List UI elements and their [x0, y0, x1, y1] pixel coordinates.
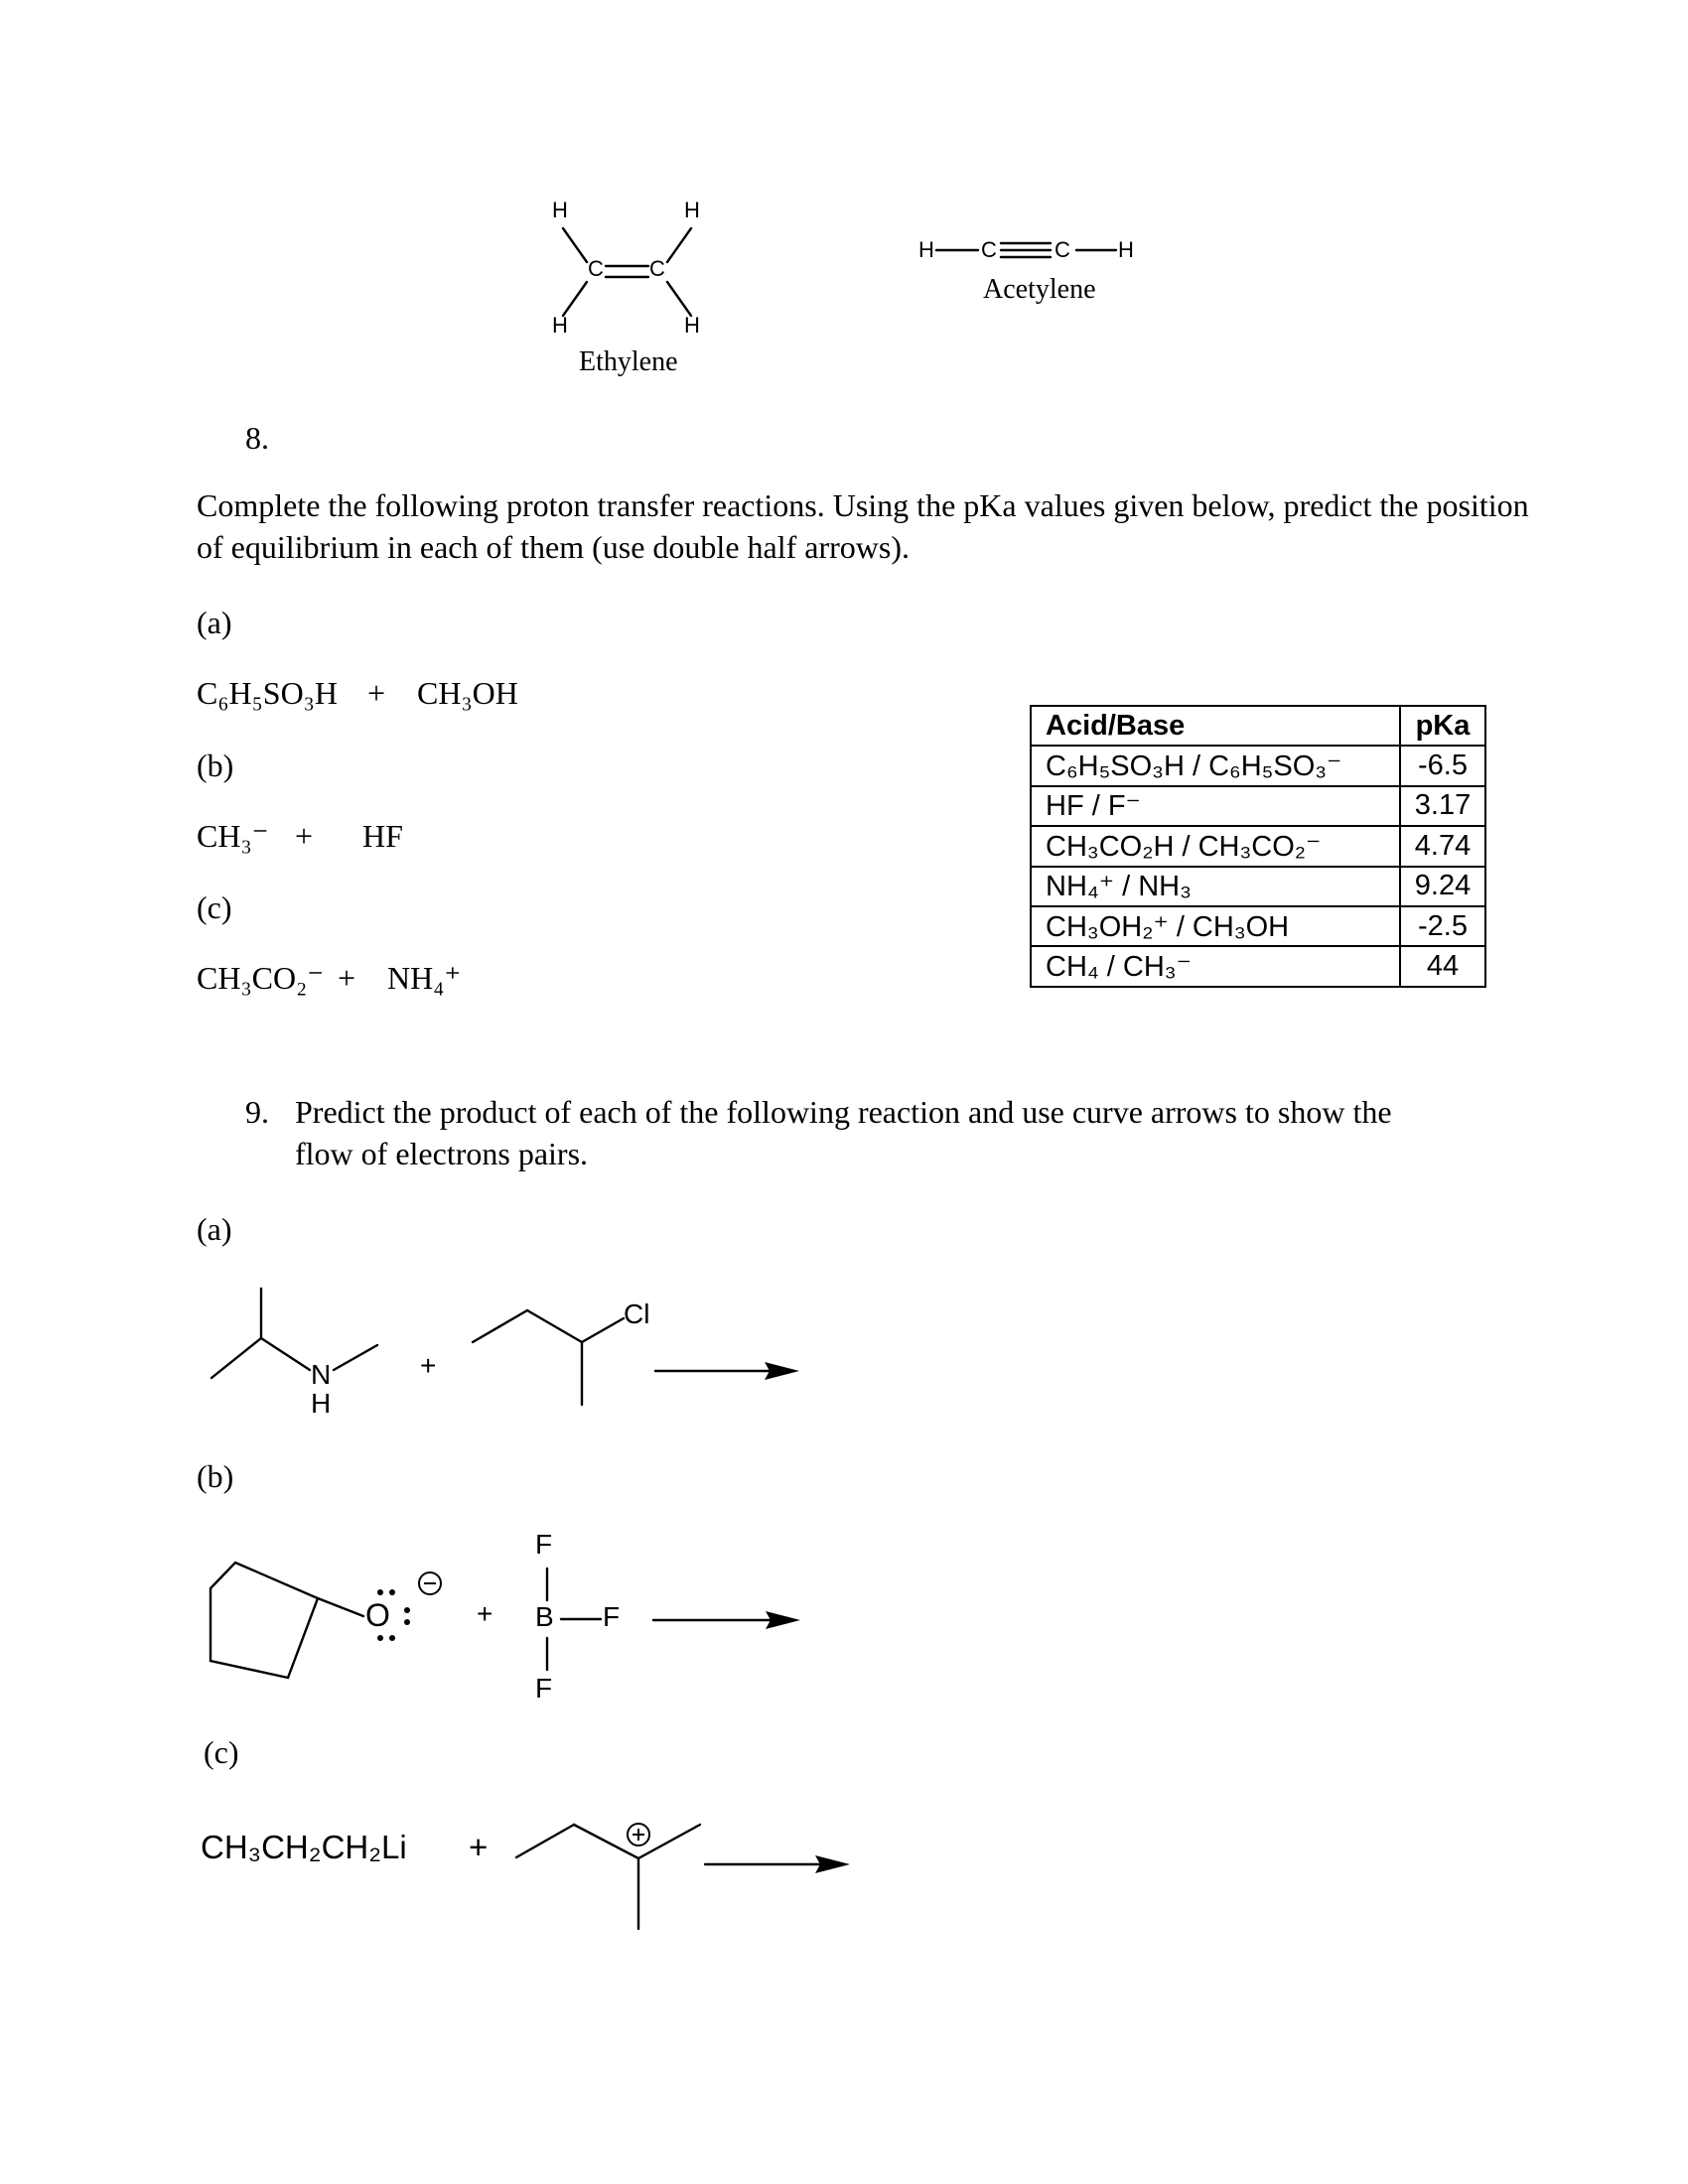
q9a-plus: +: [420, 1350, 437, 1381]
q9-instruction: Predict the product of each of the following reaction and use curve arrows to show the flow of electrons pairs.: [295, 1094, 1392, 1171]
q9b-atom-o: O: [365, 1597, 390, 1633]
q8a-plus: +: [367, 675, 386, 711]
q8a-reactant1: C₆H₅SO₃H: [197, 675, 338, 711]
pka-header-acid-base: Acid/Base: [1031, 706, 1400, 746]
q8a-reactant2: CH₃OH: [417, 675, 518, 711]
pka-table-row: [1031, 946, 1485, 986]
ethylene-caption: Ethylene: [579, 346, 678, 377]
ethylene-h-bottom-left: H: [552, 313, 568, 338]
q9b-label: (b): [197, 1458, 234, 1494]
pka-pair: C₆H₅SO₃H / C₆H₅SO₃⁻: [1031, 746, 1400, 785]
q9c-label: (c): [204, 1734, 239, 1770]
q8b-plus: +: [295, 818, 314, 854]
pka-pair: CH₄ / CH₃⁻: [1031, 946, 1400, 986]
q8c-reactant1: CH₃CO₂⁻: [197, 960, 325, 996]
pka-table-row: [1031, 826, 1485, 866]
q9b-atom-b: B: [535, 1601, 554, 1632]
pka-table: [1030, 705, 1486, 988]
pka-value: 3.17: [1400, 786, 1485, 826]
q9-number: 9.: [245, 1094, 269, 1130]
q8c-reactant2: NH₄⁺: [387, 960, 462, 996]
acetylene-caption: Acetylene: [983, 274, 1096, 305]
pka-value: 44: [1400, 946, 1485, 986]
pka-header-pka: pKa: [1400, 706, 1485, 746]
acetylene-h-right: H: [1118, 237, 1134, 262]
q9a-structures: [211, 1289, 799, 1405]
q8-number: 8.: [245, 420, 269, 456]
q8a-label: (a): [197, 605, 232, 640]
ethylene-h-bottom-right: H: [684, 313, 700, 338]
q9b-structures: [211, 1563, 800, 1678]
pka-table-row: [1031, 786, 1485, 826]
pka-pair: CH₃CO₂H / CH₃CO₂⁻: [1031, 826, 1400, 866]
q9b-atom-f-right: F: [603, 1601, 621, 1632]
q9a-atom-cl: Cl: [624, 1298, 650, 1329]
pka-value: -6.5: [1400, 746, 1485, 785]
acetylene-structure: [936, 243, 1116, 257]
pka-table-row: [1031, 746, 1485, 785]
pka-pair: NH₄⁺ / NH₃: [1031, 867, 1400, 906]
q8-instruction: Complete the following proton transfer reactions. Using the pKa values given below, predict the position of equilibrium in each of them (use double half arrows).: [197, 487, 1529, 565]
acetylene-h-left: H: [918, 237, 934, 262]
q9b-atom-f-bottom: F: [535, 1673, 553, 1704]
q9a-atom-h: H: [311, 1388, 332, 1419]
pka-value: -2.5: [1400, 906, 1485, 946]
q9a-atom-n: N: [311, 1359, 332, 1390]
acetylene-c-left: C: [981, 237, 997, 262]
q8b-label: (b): [197, 748, 234, 783]
pka-pair: CH₃OH₂⁺ / CH₃OH: [1031, 906, 1400, 946]
q9c-structures: [516, 1824, 850, 1929]
q9a-label: (a): [197, 1211, 232, 1247]
q9b-plus: +: [477, 1598, 493, 1629]
q8b-reactant1: CH₃⁻: [197, 818, 269, 854]
ethylene-c-right: C: [649, 256, 665, 281]
acetylene-c-right: C: [1055, 237, 1070, 262]
q8b-reactant2: HF: [362, 818, 403, 854]
pka-table-row: [1031, 867, 1485, 906]
pka-table-header-row: [1031, 706, 1485, 746]
ethylene-h-top-left: H: [552, 198, 568, 222]
pka-table-row: [1031, 906, 1485, 946]
q8c-label: (c): [197, 889, 232, 925]
pka-pair: HF / F⁻: [1031, 786, 1400, 826]
q9c-reagent: CH₃CH₂CH₂Li: [201, 1829, 407, 1865]
q8c-plus: +: [338, 960, 356, 996]
ethylene-structure: [563, 228, 691, 316]
q9b-atom-f-top: F: [535, 1529, 553, 1560]
ethylene-c-left: C: [588, 256, 604, 281]
pka-value: 9.24: [1400, 867, 1485, 906]
q9c-plus: +: [469, 1829, 489, 1865]
pka-value: 4.74: [1400, 826, 1485, 866]
ethylene-h-top-right: H: [684, 198, 700, 222]
